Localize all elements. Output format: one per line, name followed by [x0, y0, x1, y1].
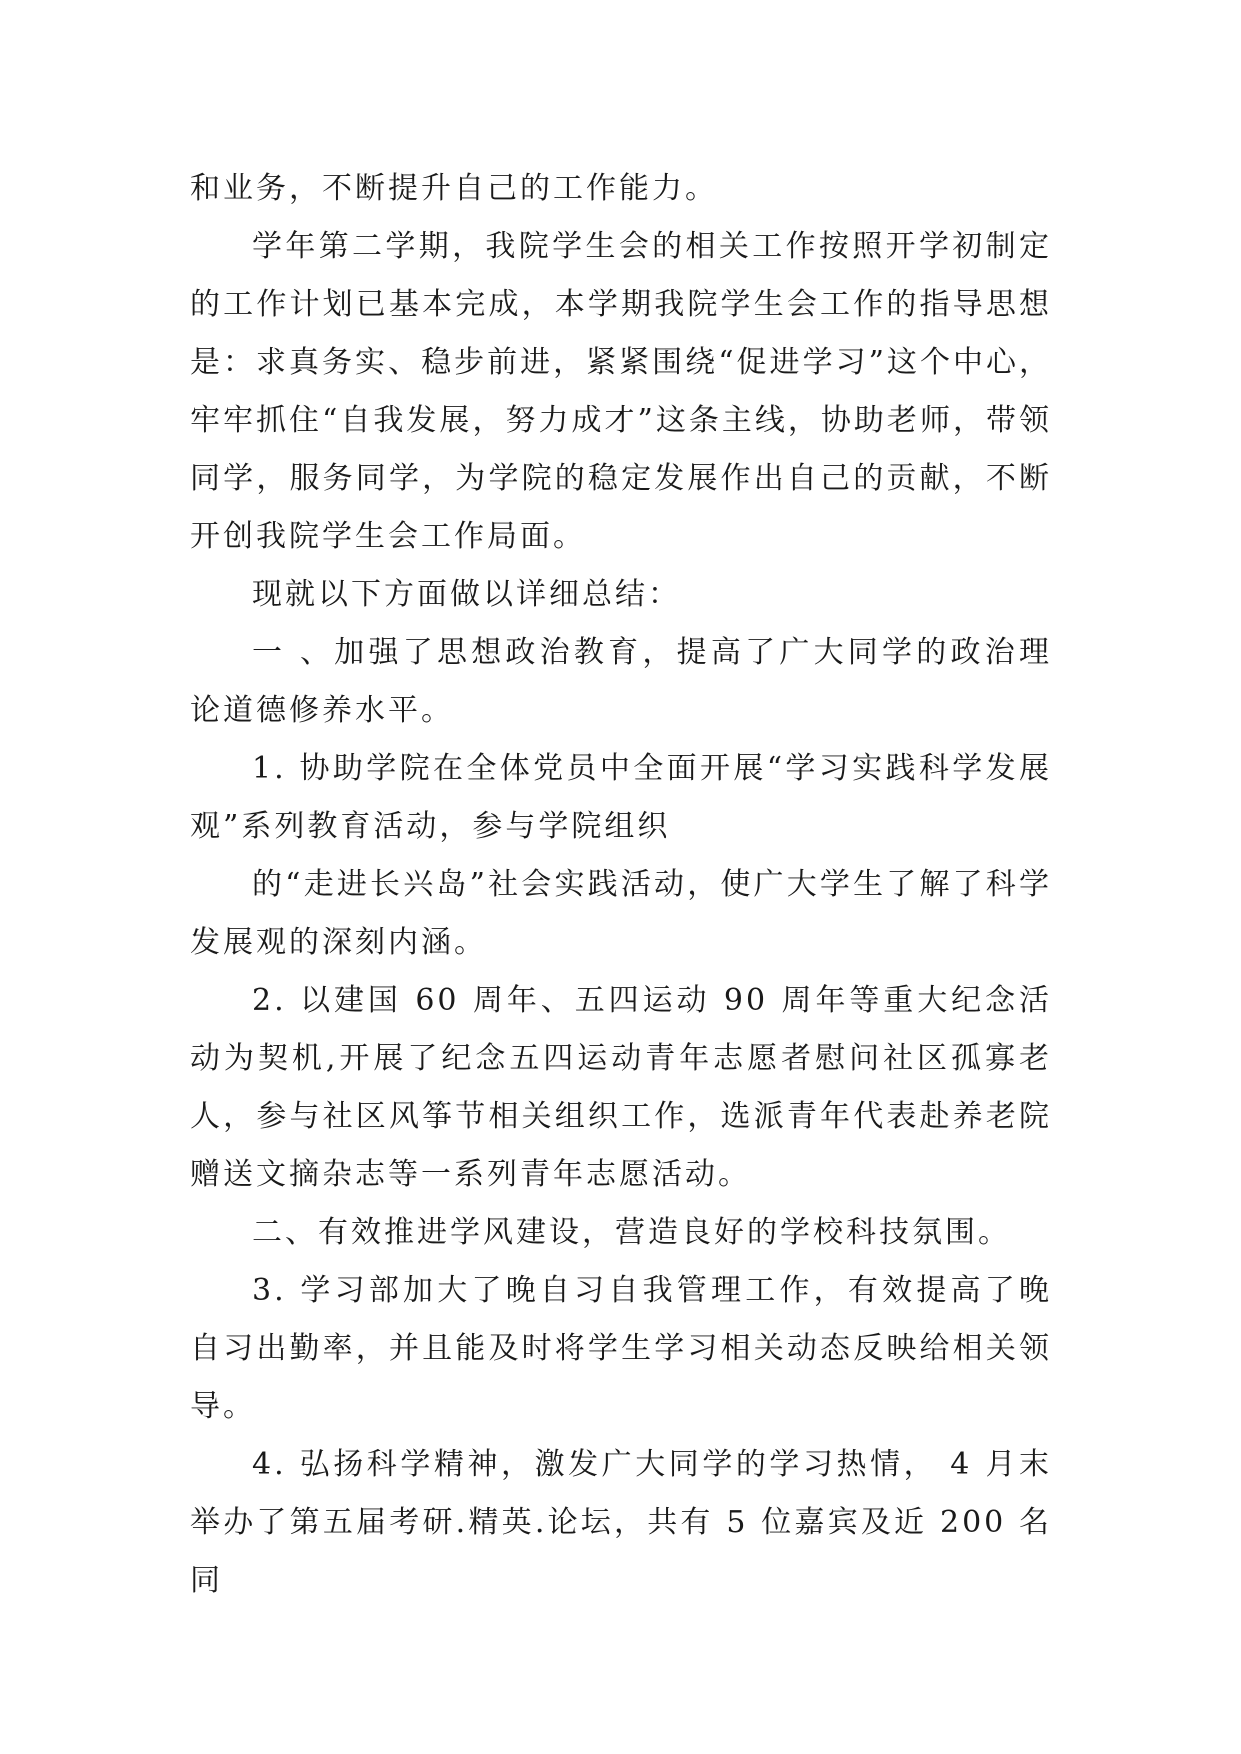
- paragraph-8: 二、有效推进学风建设，营造良好的学校科技氛围。: [252, 1215, 1011, 1250]
- paragraph-7: 2. 以建国 60 周年、五四运动 90 周年等重大纪念活动为契机,开展了纪念五四运动青年志愿者慰问社区孤寡老人，参与社区风筝节相关组织工作，选派青年代表赴养老院赠送文摘杂志等一系列青年志愿活动。: [190, 983, 1052, 1192]
- paragraph-10: 4. 弘扬科学精神，激发广大同学的学习热情， 4 月末举办了第五届考研.精英.论坛，共有 5 位嘉宾及近 200 名同: [190, 1447, 1052, 1598]
- paragraph-2: 学年第二学期，我院学生会的相关工作按照开学初制定的工作计划已基本完成，本学期我院学生会工作的指导思想是：求真务实、稳步前进，紧紧围绕“促进学习”这个中心，牢牢抓住“自我发展，努力成才”这条主线，协助老师，带领同学，服务同学，为学院的稳定发展作出自己的贡献，不断开创我院学生会工作局面。: [190, 229, 1052, 554]
- paragraph-9: 3. 学习部加大了晚自习自我管理工作，有效提高了晚自习出勤率，并且能及时将学生学习相关动态反映给相关领导。: [190, 1273, 1052, 1424]
- paragraph-5: 1. 协助学院在全体党员中全面开展“学习实践科学发展观”系列教育活动，参与学院组织: [190, 751, 1052, 844]
- document-body: [190, 160, 1052, 1610]
- paragraph-4: 一 、加强了思想政治教育，提高了广大同学的政治理论道德修养水平。: [190, 635, 1052, 728]
- paragraph-3: 现就以下方面做以详细总结：: [252, 577, 681, 612]
- paragraph-6: 的“走进长兴岛”社会实践活动，使广大学生了解了科学发展观的深刻内涵。: [190, 867, 1052, 960]
- paragraph-1: 和业务，不断提升自己的工作能力。: [190, 171, 718, 206]
